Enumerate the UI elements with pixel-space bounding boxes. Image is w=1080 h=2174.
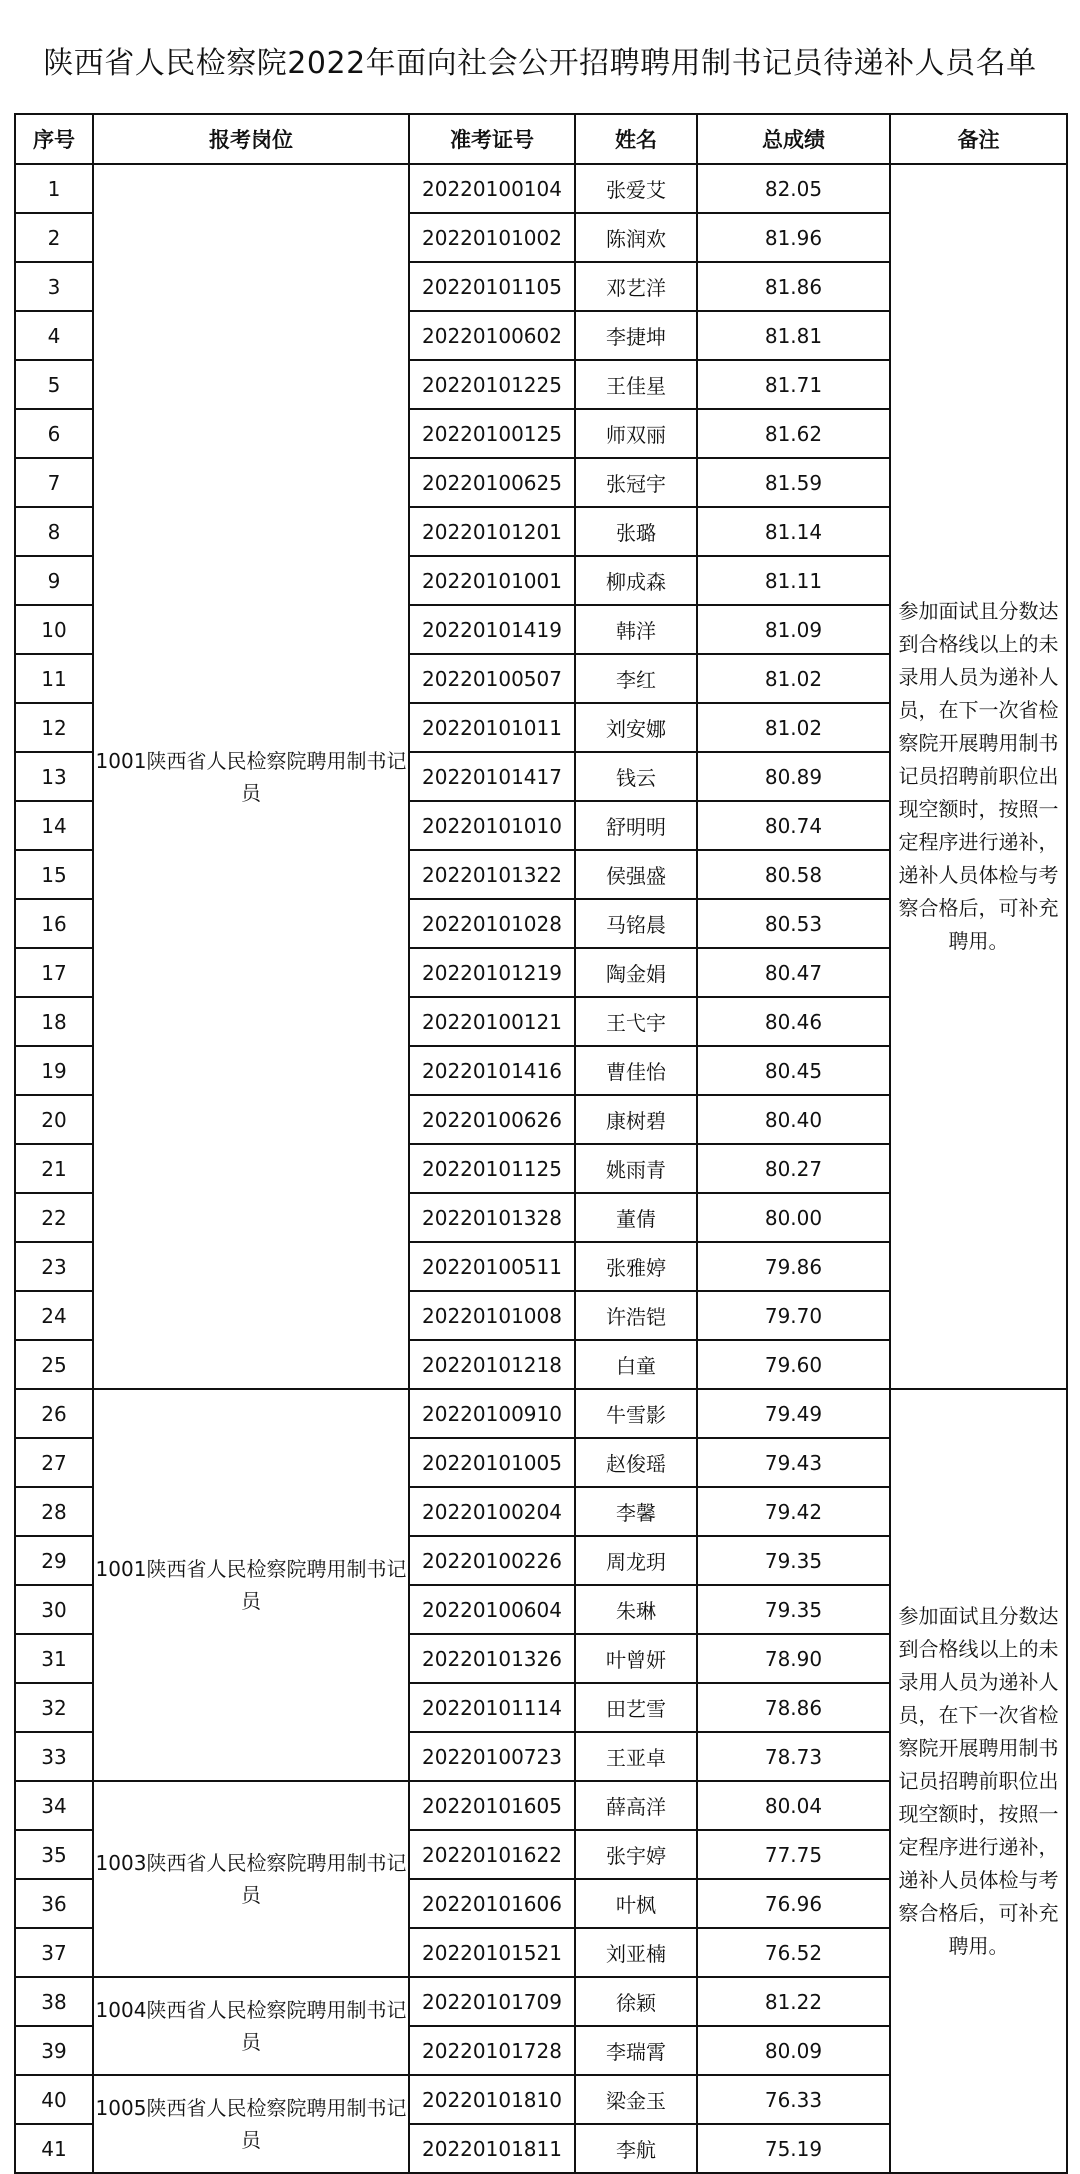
cell-score: 80.74 [697, 801, 890, 850]
cell-score: 77.75 [697, 1830, 890, 1879]
cell-exam-id: 20220101728 [409, 2026, 575, 2075]
cell-name: 陈润欢 [575, 213, 697, 262]
table-header-row [15, 114, 1067, 164]
cell-name: 梁金玉 [575, 2075, 697, 2124]
cell-name: 邓艺洋 [575, 262, 697, 311]
cell-score: 79.70 [697, 1291, 890, 1340]
cell-score: 79.35 [697, 1536, 890, 1585]
header-name: 姓名 [575, 114, 697, 164]
cell-name: 姚雨青 [575, 1144, 697, 1193]
cell-seq: 39 [15, 2026, 93, 2075]
cell-seq: 18 [15, 997, 93, 1046]
cell-exam-id: 20220100602 [409, 311, 575, 360]
cell-exam-id: 20220101201 [409, 507, 575, 556]
header-note: 备注 [890, 114, 1067, 164]
cell-seq: 15 [15, 850, 93, 899]
cell-name: 许浩铠 [575, 1291, 697, 1340]
cell-seq: 16 [15, 899, 93, 948]
cell-name: 柳成森 [575, 556, 697, 605]
cell-score: 75.19 [697, 2124, 890, 2173]
cell-name: 张宇婷 [575, 1830, 697, 1879]
cell-seq: 26 [15, 1389, 93, 1438]
cell-exam-id: 20220100507 [409, 654, 575, 703]
cell-seq: 20 [15, 1095, 93, 1144]
cell-seq: 24 [15, 1291, 93, 1340]
cell-seq: 32 [15, 1683, 93, 1732]
cell-score: 81.11 [697, 556, 890, 605]
cell-exam-id: 20220101114 [409, 1683, 575, 1732]
cell-exam-id: 20220100104 [409, 164, 575, 213]
cell-seq: 9 [15, 556, 93, 605]
header-exam-id: 准考证号 [409, 114, 575, 164]
cell-exam-id: 20220100626 [409, 1095, 575, 1144]
cell-score: 81.62 [697, 409, 890, 458]
cell-name: 刘亚楠 [575, 1928, 697, 1977]
cell-exam-id: 20220101811 [409, 2124, 575, 2173]
cell-exam-id: 20220101010 [409, 801, 575, 850]
cell-exam-id: 20220101125 [409, 1144, 575, 1193]
cell-seq: 14 [15, 801, 93, 850]
cell-score: 78.90 [697, 1634, 890, 1683]
cell-seq: 23 [15, 1242, 93, 1291]
cell-name: 王亚卓 [575, 1732, 697, 1781]
cell-name: 白童 [575, 1340, 697, 1389]
candidate-table [14, 113, 1068, 2174]
cell-note: 参加面试且分数达到合格线以上的未录用人员为递补人员，在下一次省检察院开展聘用制书记员招聘前职位出现空额时，按照一定程序进行递补，递补人员体检与考察合格后，可补充聘用。 [890, 164, 1067, 1389]
cell-seq: 12 [15, 703, 93, 752]
cell-exam-id: 20220101005 [409, 1438, 575, 1487]
cell-score: 80.00 [697, 1193, 890, 1242]
cell-seq: 13 [15, 752, 93, 801]
cell-score: 81.14 [697, 507, 890, 556]
cell-seq: 22 [15, 1193, 93, 1242]
header-post: 报考岗位 [93, 114, 409, 164]
cell-name: 薛高洋 [575, 1781, 697, 1830]
cell-score: 80.53 [697, 899, 890, 948]
cell-score: 80.89 [697, 752, 890, 801]
cell-exam-id: 20220101225 [409, 360, 575, 409]
cell-seq: 25 [15, 1340, 93, 1389]
cell-name: 王弋宇 [575, 997, 697, 1046]
cell-name: 曹佳怡 [575, 1046, 697, 1095]
cell-name: 李瑞霄 [575, 2026, 697, 2075]
cell-score: 80.45 [697, 1046, 890, 1095]
cell-score: 79.86 [697, 1242, 890, 1291]
cell-seq: 11 [15, 654, 93, 703]
cell-seq: 33 [15, 1732, 93, 1781]
cell-exam-id: 20220100511 [409, 1242, 575, 1291]
cell-score: 79.43 [697, 1438, 890, 1487]
cell-score: 79.35 [697, 1585, 890, 1634]
cell-score: 81.96 [697, 213, 890, 262]
cell-exam-id: 20220100121 [409, 997, 575, 1046]
header-seq: 序号 [15, 114, 93, 164]
cell-seq: 1 [15, 164, 93, 213]
cell-exam-id: 20220100204 [409, 1487, 575, 1536]
cell-exam-id: 20220100226 [409, 1536, 575, 1585]
cell-seq: 38 [15, 1977, 93, 2026]
cell-seq: 7 [15, 458, 93, 507]
cell-post: 1004陕西省人民检察院聘用制书记员 [93, 1977, 409, 2075]
cell-exam-id: 20220100125 [409, 409, 575, 458]
cell-name: 侯强盛 [575, 850, 697, 899]
cell-score: 82.05 [697, 164, 890, 213]
cell-seq: 6 [15, 409, 93, 458]
cell-seq: 2 [15, 213, 93, 262]
cell-exam-id: 20220101011 [409, 703, 575, 752]
cell-name: 李馨 [575, 1487, 697, 1536]
cell-score: 80.40 [697, 1095, 890, 1144]
cell-name: 王佳星 [575, 360, 697, 409]
cell-exam-id: 20220101326 [409, 1634, 575, 1683]
cell-seq: 37 [15, 1928, 93, 1977]
cell-name: 叶曾妍 [575, 1634, 697, 1683]
cell-score: 81.02 [697, 703, 890, 752]
cell-name: 张冠宇 [575, 458, 697, 507]
cell-seq: 29 [15, 1536, 93, 1585]
cell-exam-id: 20220101002 [409, 213, 575, 262]
cell-seq: 41 [15, 2124, 93, 2173]
cell-exam-id: 20220101008 [409, 1291, 575, 1340]
cell-score: 81.22 [697, 1977, 890, 2026]
cell-name: 徐颖 [575, 1977, 697, 2026]
cell-exam-id: 20220100910 [409, 1389, 575, 1438]
cell-exam-id: 20220100625 [409, 458, 575, 507]
cell-score: 80.58 [697, 850, 890, 899]
cell-name: 舒明明 [575, 801, 697, 850]
cell-score: 79.49 [697, 1389, 890, 1438]
cell-name: 马铭晨 [575, 899, 697, 948]
cell-score: 79.42 [697, 1487, 890, 1536]
cell-score: 76.96 [697, 1879, 890, 1928]
cell-seq: 40 [15, 2075, 93, 2124]
cell-name: 朱琳 [575, 1585, 697, 1634]
cell-score: 81.71 [697, 360, 890, 409]
cell-seq: 36 [15, 1879, 93, 1928]
cell-score: 81.09 [697, 605, 890, 654]
cell-exam-id: 20220101521 [409, 1928, 575, 1977]
cell-name: 赵俊瑶 [575, 1438, 697, 1487]
cell-exam-id: 20220101028 [409, 899, 575, 948]
cell-score: 80.47 [697, 948, 890, 997]
cell-score: 79.60 [697, 1340, 890, 1389]
cell-exam-id: 20220101419 [409, 605, 575, 654]
cell-seq: 21 [15, 1144, 93, 1193]
cell-post: 1003陕西省人民检察院聘用制书记员 [93, 1781, 409, 1977]
cell-name: 张璐 [575, 507, 697, 556]
cell-score: 80.04 [697, 1781, 890, 1830]
cell-exam-id: 20220101328 [409, 1193, 575, 1242]
cell-name: 陶金娟 [575, 948, 697, 997]
cell-name: 李航 [575, 2124, 697, 2173]
cell-post: 1001陕西省人民检察院聘用制书记员 [93, 1389, 409, 1781]
cell-seq: 35 [15, 1830, 93, 1879]
cell-name: 李红 [575, 654, 697, 703]
cell-score: 76.33 [697, 2075, 890, 2124]
cell-name: 田艺雪 [575, 1683, 697, 1732]
cell-exam-id: 20220100604 [409, 1585, 575, 1634]
cell-name: 周龙玥 [575, 1536, 697, 1585]
cell-exam-id: 20220101622 [409, 1830, 575, 1879]
cell-note: 参加面试且分数达到合格线以上的未录用人员为递补人员，在下一次省检察院开展聘用制书记员招聘前职位出现空额时，按照一定程序进行递补，递补人员体检与考察合格后，可补充聘用。 [890, 1389, 1067, 2173]
cell-exam-id: 20220101709 [409, 1977, 575, 2026]
cell-seq: 34 [15, 1781, 93, 1830]
cell-exam-id: 20220101605 [409, 1781, 575, 1830]
cell-post: 1001陕西省人民检察院聘用制书记员 [93, 164, 409, 1389]
cell-name: 李捷坤 [575, 311, 697, 360]
cell-name: 韩洋 [575, 605, 697, 654]
cell-exam-id: 20220101105 [409, 262, 575, 311]
cell-name: 张爱艾 [575, 164, 697, 213]
cell-name: 牛雪影 [575, 1389, 697, 1438]
cell-score: 76.52 [697, 1928, 890, 1977]
cell-exam-id: 20220101416 [409, 1046, 575, 1095]
cell-score: 81.81 [697, 311, 890, 360]
cell-seq: 5 [15, 360, 93, 409]
page-title: 陕西省人民检察院2022年面向社会公开招聘聘用制书记员待递补人员名单 [43, 46, 1037, 81]
cell-post: 1005陕西省人民检察院聘用制书记员 [93, 2075, 409, 2173]
cell-seq: 17 [15, 948, 93, 997]
cell-score: 78.73 [697, 1732, 890, 1781]
cell-exam-id: 20220101606 [409, 1879, 575, 1928]
cell-name: 叶枫 [575, 1879, 697, 1928]
cell-exam-id: 20220101218 [409, 1340, 575, 1389]
cell-seq: 3 [15, 262, 93, 311]
cell-exam-id: 20220101219 [409, 948, 575, 997]
cell-name: 钱云 [575, 752, 697, 801]
cell-exam-id: 20220100723 [409, 1732, 575, 1781]
cell-seq: 28 [15, 1487, 93, 1536]
cell-name: 张雅婷 [575, 1242, 697, 1291]
cell-exam-id: 20220101417 [409, 752, 575, 801]
cell-score: 81.86 [697, 262, 890, 311]
table-row [15, 164, 1067, 213]
cell-score: 78.86 [697, 1683, 890, 1732]
cell-seq: 31 [15, 1634, 93, 1683]
cell-score: 80.46 [697, 997, 890, 1046]
header-score: 总成绩 [697, 114, 890, 164]
cell-exam-id: 20220101322 [409, 850, 575, 899]
cell-score: 81.59 [697, 458, 890, 507]
cell-seq: 10 [15, 605, 93, 654]
cell-score: 80.09 [697, 2026, 890, 2075]
cell-score: 81.02 [697, 654, 890, 703]
cell-seq: 19 [15, 1046, 93, 1095]
cell-exam-id: 20220101001 [409, 556, 575, 605]
cell-name: 刘安娜 [575, 703, 697, 752]
cell-name: 师双丽 [575, 409, 697, 458]
cell-seq: 27 [15, 1438, 93, 1487]
table-row [15, 1389, 1067, 1438]
cell-exam-id: 20220101810 [409, 2075, 575, 2124]
cell-seq: 8 [15, 507, 93, 556]
cell-score: 80.27 [697, 1144, 890, 1193]
cell-name: 康树碧 [575, 1095, 697, 1144]
cell-seq: 30 [15, 1585, 93, 1634]
cell-name: 董倩 [575, 1193, 697, 1242]
table-body [15, 164, 1067, 2173]
cell-seq: 4 [15, 311, 93, 360]
